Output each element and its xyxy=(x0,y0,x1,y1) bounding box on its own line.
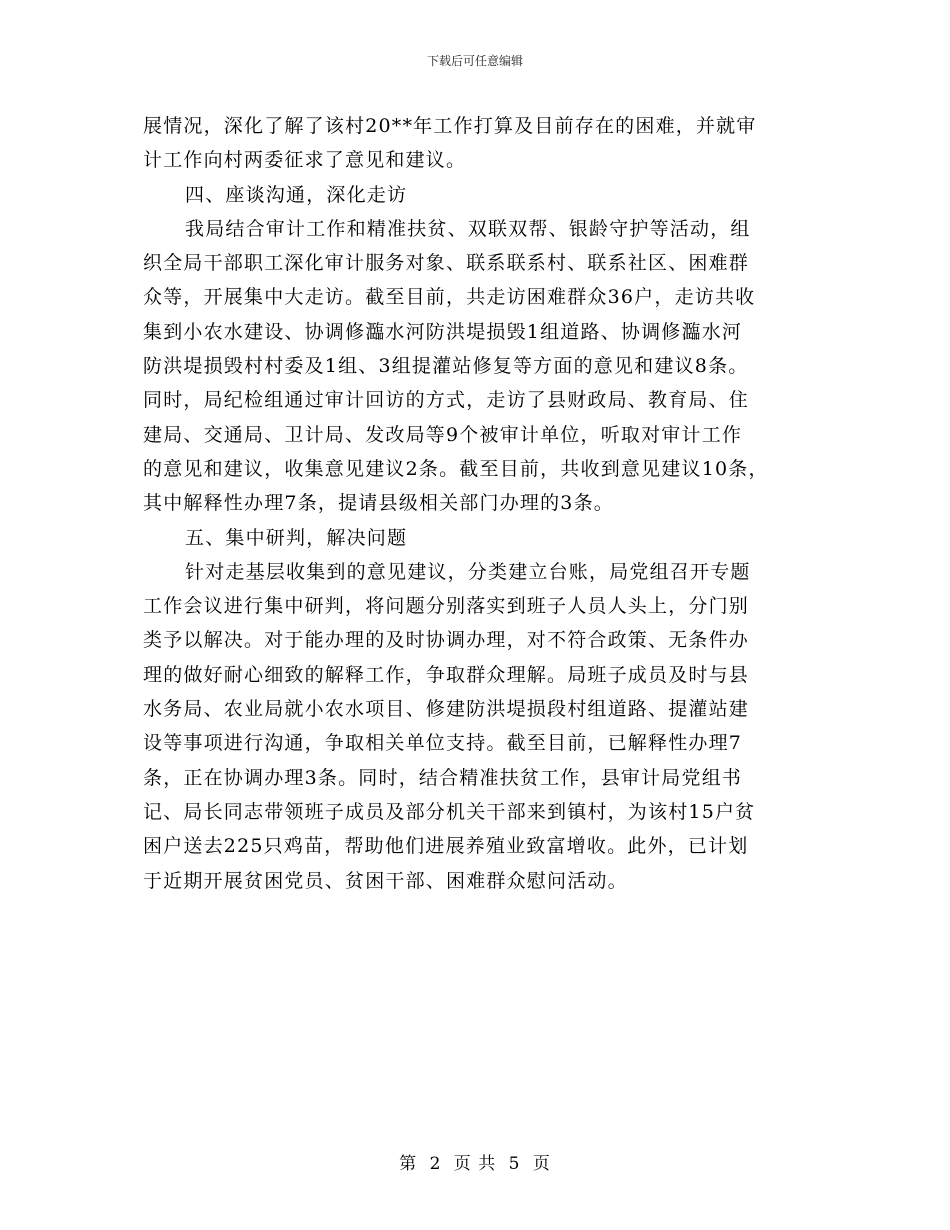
body-line: 于近期开展贫困党员、贫困干部、困难群众慰问活动。 xyxy=(143,869,628,892)
footer-prefix: 第 xyxy=(399,1154,418,1174)
body-line: 困户送去225只鸡苗，帮助他们进展养殖业致富增收。此外，已计划 xyxy=(143,835,749,858)
body-line: 同时，局纪检组通过审计回访的方式，走访了县财政局、教育局、住 xyxy=(143,389,750,412)
footer-suffix: 页 xyxy=(532,1154,551,1174)
body-line: 建局、交通局、卫计局、发改局等9个被审计单位，听取对审计工作 xyxy=(143,423,743,446)
body-line: 展情况，深化了解了该村20**年工作打算及目前存在的困难，并就审 xyxy=(143,115,757,137)
body-line: 防洪堤损毁村村委及1组、3组提灌站修复等方面的意见和建议8条。 xyxy=(143,355,749,378)
body-line: 我局结合审计工作和精准扶贫、双联双帮、银龄守护等活动，组 xyxy=(185,217,751,240)
footer-page-number: 2 xyxy=(429,1154,442,1174)
body-line: 其中解释性办理7条，提请县级相关部门办理的3条。 xyxy=(143,492,614,515)
body-line: 类予以解决。对于能办理的及时协调办理，对不符合政策、无条件办 xyxy=(143,629,750,652)
section-heading: 五、集中研判，解决问题 xyxy=(185,526,408,549)
body-line: 水务局、农业局就小农水项目、修建防洪堤损段村组道路、提灌站建 xyxy=(143,698,750,721)
page-header xyxy=(0,54,950,68)
footer-total-pages: 5 xyxy=(508,1154,521,1174)
page-footer xyxy=(0,1154,950,1174)
body-line: 针对走基层收集到的意见建议，分类建立台账，局党组召开专题 xyxy=(185,560,751,583)
body-line: 条，正在协调办理3条。同时，结合精准扶贫工作，县审计局党组书 xyxy=(143,766,743,789)
document-body xyxy=(143,109,815,898)
body-line: 织全局干部职工深化审计服务对象、联系联系村、联系社区、困难群 xyxy=(143,252,750,275)
body-line: 理的做好耐心细致的解释工作，争取群众理解。局班子成员及时与县 xyxy=(143,663,750,686)
body-line: 的意见和建议，收集意见建议2条。截至目前，共收到意见建议10条， xyxy=(143,457,769,480)
body-line: 设等事项进行沟通，争取相关单位支持。截至目前，已解释性办理7 xyxy=(143,732,743,755)
header-text: 下载后可任意编辑 xyxy=(426,54,523,68)
footer-middle: 页 共 xyxy=(453,1154,497,1174)
body-line: 工作会议进行集中研判，将问题分别落实到班子人员人头上，分门别 xyxy=(143,595,750,618)
section-heading: 四、座谈沟通，深化走访 xyxy=(185,183,408,206)
body-line: 集到小农水建设、协调修瀶水河防洪堤损毁1组道路、协调修瀶水河 xyxy=(143,320,743,343)
body-line: 记、局长同志带领班子成员及部分机关干部来到镇村，为该村15户贫 xyxy=(143,800,756,823)
body-line: 计工作向村两委征求了意见和建议。 xyxy=(143,149,467,172)
body-line: 众等，开展集中大走访。截至目前，共走访困难群众36户，走访共收 xyxy=(143,286,756,309)
